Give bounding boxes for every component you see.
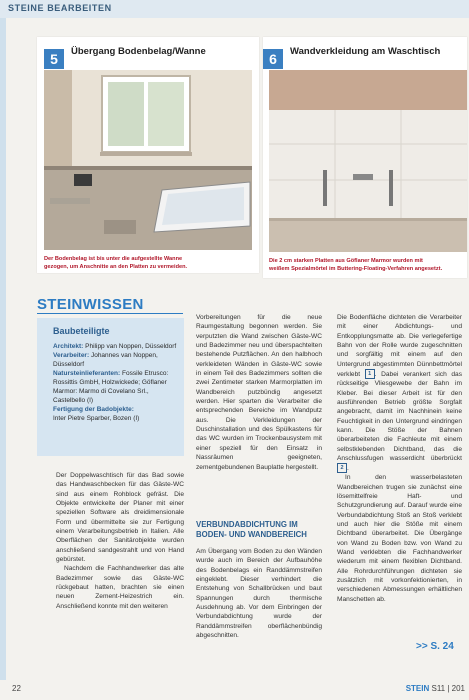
- photo-caption: [44, 256, 254, 271]
- photo-caption: [269, 258, 465, 273]
- steinwissen-title: STEINWISSEN: [37, 296, 144, 313]
- info-box-text: [53, 342, 179, 423]
- subheading: [196, 520, 324, 540]
- washbasin-wall-photo: [269, 70, 467, 252]
- article-paragraph: Nachdem die Fachhandwerker das alte Badezimmer sowie das Gäste-WC rückgebaut hatten, brachten sie einen neuen Zement-Heizestrich ein. Anschließend konnte mit den weiteren: [56, 565, 184, 610]
- article-paragraph: Am Übergang vom Boden zu den Wänden wurde auch im Bereich der Aufbauhöhe des Bodenbelags ein Randdämmstreifen eingeklebt. Dieser verhindert die Entstehung von Schallbrücken und baut Spannungen durch thermische Ausdehnung ab. Vor dem Einbringen der Verbundabdichtung wurde der Randdämmstreifen oberflächenbündig abgeschnitten.: [196, 548, 322, 640]
- info-value: Fossile Etrusco: Rossittis GmbH, Holzwickede; Göflaner Marmor: Marmo di Covelano Srl., Castelbello (I): [53, 370, 169, 404]
- info-value: Inter Pietre Sparber, Bozen (I): [53, 415, 140, 422]
- figure-reference-2: 2: [337, 463, 347, 473]
- info-label: Natursteinlieferanten:: [53, 370, 121, 377]
- photo-number-badge: 6: [263, 49, 283, 69]
- left-stripe: [0, 18, 6, 680]
- header-bar: [0, 0, 469, 18]
- article-column-1: [56, 471, 184, 611]
- page-number: 22: [12, 684, 21, 693]
- info-value: Philipp van Noppen, Düsseldorf: [85, 343, 177, 350]
- article-column-2: [196, 313, 322, 472]
- magazine-name: STEIN: [405, 684, 430, 693]
- article-paragraph: In den wasserbelasteten Wandbereichen trugen sie zunächst eine lösemittelfreie Haft- und Schutzgrundierung auf. Darauf wurde eine Verbundabdichtung Stoß an Stoß verklebt und auch hier die Stöße mit einem Dichtband überarbeitet. Die Übergänge von Wand zu Boden bzw. von Wand zu Wand verklebten die Fachhandwerker wiederum mit einem flexiblen Dichtband. Alle Rohrdurchführungen dichteten sie zusätzlich mit vorkonfektionierten, in verschiedenen Abmessungen erhältlichen Manschetten ab.: [337, 474, 462, 603]
- photo-caption-line: Der Bodenbelag ist bis unter die aufgestellte Wanne: [44, 256, 183, 262]
- article-column-2b: [196, 547, 322, 640]
- article-column-3: [337, 313, 462, 604]
- figure-reference-1: 1: [365, 369, 375, 379]
- subheading-line: VERBUNDABDICHTUNG IM: [196, 520, 298, 529]
- magazine-info: [406, 684, 465, 693]
- info-value: Johannes van Noppen, Düsseldorf: [53, 352, 158, 368]
- project-info-box: [37, 318, 184, 456]
- photo-title: Übergang Bodenbelag/Wanne: [71, 46, 206, 57]
- article-paragraph: Vorbereitungen für die neue Raumgestaltung begonnen werden. Sie verputzten die Wand zwischen Gäste-WC und Badezimmer neu und überspachtelten bestehende Putzflächen. An den halbhoch verkleideten Wänden in Gäste-WC sowie in einem Teil des Badezimmers sollten die zwei Zentimeter starken Marmorplatten im Wandbereich putzbündig angesetzt werden. Hier sparten die Verarbeiter die entsprechenden Bereiche im Wandputz aus. Die Verkleidungen der Duschinstallation und des Spülkastens für das WC wurden im Trockenbausystem mit einer speziell für den Einsatz in Nassräumen geeigneten, zementgebundenen Bauplatte hergestellt.: [196, 314, 322, 471]
- article-text: .: [347, 465, 349, 472]
- magazine-issue: S11 | 201: [431, 684, 465, 693]
- continue-link[interactable]: >> S. 24: [416, 641, 454, 652]
- photo-caption-line: weißem Spezialmörtel im Buttering-Floating-Verfahren angesetzt.: [269, 265, 443, 272]
- steinwissen-rule: [37, 313, 183, 314]
- info-label: Architekt:: [53, 343, 84, 350]
- info-box-heading: Baubeteiligte: [53, 326, 110, 336]
- photo-title: Wandverkleidung am Waschtisch: [290, 46, 441, 57]
- subheading-line: BODEN- UND WANDBEREICH: [196, 530, 307, 539]
- info-label: Fertigung der Badobjekte:: [53, 406, 134, 413]
- info-label: Verarbeiter:: [53, 352, 90, 359]
- article-text: . Dabei verankert sich das rückseitige Vliesgewebe der Bahn im Kleber. Bei dieser Arbeit ist für den ausführenden Betrieb größte Sorgfalt angebracht, damit im Nachhinein keine Feuchtigkeit in den Untergrund eindringen kann. Die Stöße der Bahnen überarbeiteten die Fachleute mit einem selbstklebenden Dichtband, das die Anschlussfugen wasserdicht überbrückt: [337, 370, 462, 462]
- photo-caption-line: gezogen, um Anschnitte an den Platten zu vermeiden.: [44, 263, 188, 270]
- photo-card-6: [263, 37, 467, 278]
- footer: [0, 680, 469, 700]
- article-text: Die Bodenfläche dichteten die Verarbeiter mit einer Abdichtungs- und Entkopplungsmatte ab. Die verlegefertige Bahn von der Rolle wurde zugeschnitten und sorgfältig mit einem auf den Untergrund abgestimmten Dünnbettmörtel verklebt: [337, 314, 462, 378]
- section-title: STEINE BEARBEITEN: [8, 3, 112, 13]
- photo-card-5: [37, 37, 259, 273]
- photo-number-badge: 5: [44, 49, 64, 69]
- article-paragraph: Der Doppelwaschtisch für das Bad sowie das Handwaschbecken für das Gäste-WC sind aus einem Rohblock gefräst. Die Objekte entwickelte der Planer mit einer speziellen Software als dreidimensionale Form und übermittelte sie zur Fertigung einem Verarbeitungsbetrieb in Italien. Alle Oberflächen der Sanitärobjekte wurden anschließend sandgestrahlt und von Hand gebürstet.: [56, 472, 184, 564]
- photo-caption-line: Die 2 cm starken Platten aus Göflaner Marmor wurden mit: [269, 258, 423, 264]
- bathroom-tub-photo: [44, 70, 252, 250]
